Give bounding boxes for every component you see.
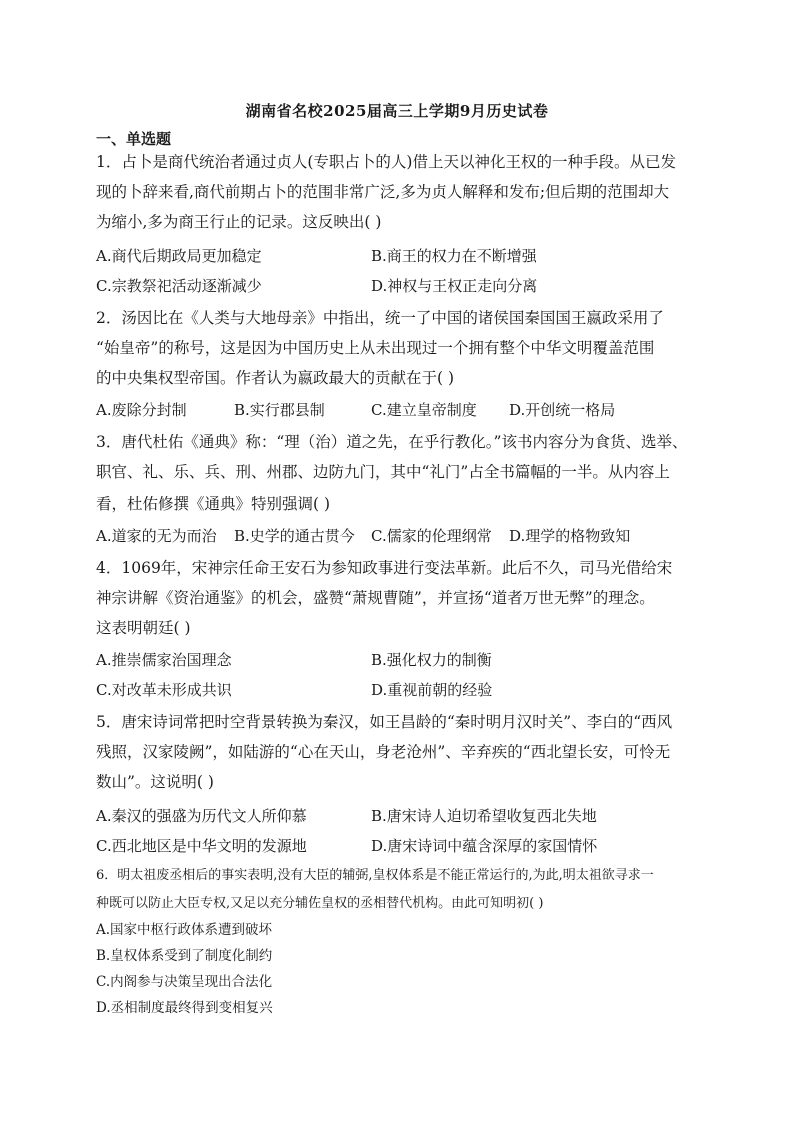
question-4-option-d[interactable]: D.重视前朝的经验 (371, 681, 493, 699)
question-2-line-2: “始皇帝”的称号，这是因为中国历史上从未出现过一个拥有整个中华文明覆盖范围 (96, 339, 655, 357)
question-2-option-b[interactable]: B.实行郡县制 (234, 401, 325, 419)
question-4-line-3: 这表明朝廷( ) (96, 619, 191, 637)
question-1-line-3: 为缩小,多为商王行止的记录。这反映出( ) (96, 213, 382, 231)
question-5-option-d[interactable]: D.唐宋诗词中蕴含深厚的家国情怀 (371, 837, 598, 855)
question-6-option-c[interactable]: C.内阁参与决策呈现出合法化 (96, 974, 273, 990)
question-4-line-2: 神宗讲解《资治通鉴》的机会，盛赞“萧规曹随”，并宣扬“道者万世无弊”的理念。 (96, 589, 655, 607)
question-3-option-c[interactable]: C.儒家的伦理纲常 (371, 527, 492, 545)
question-6-option-b[interactable]: B.皇权体系受到了制度化制约 (96, 948, 273, 964)
question-4-option-b[interactable]: B.强化权力的制衡 (371, 651, 492, 669)
question-1-line-2: 现的卜辞来看,商代前期占卜的范围非常广泛,多为贞人解释和发布;但后期的范围却大 (96, 183, 670, 201)
question-4-option-a[interactable]: A.推崇儒家治国理念 (96, 651, 232, 669)
question-5-option-a[interactable]: A.秦汉的强盛为历代文人所仰慕 (96, 807, 307, 825)
question-4-option-c[interactable]: C.对改革未形成共识 (96, 681, 232, 699)
question-1-line-1: 1．占卜是商代统治者通过贞人(专职占卜的人)借上天以神化王权的一种手段。从已发 (96, 153, 676, 171)
question-5-line-3: 数山”。这说明( ) (96, 773, 214, 791)
exam-title: 湖南省名校2025届高三上学期9月历史试卷 (245, 102, 549, 120)
question-3-option-d[interactable]: D.理学的格物致知 (509, 527, 631, 545)
question-3-option-b[interactable]: B.史学的通古贯今 (234, 527, 355, 545)
question-2-option-d[interactable]: D.开创统一格局 (509, 401, 616, 419)
question-5-option-b[interactable]: B.唐宋诗人迫切希望收复西北失地 (371, 807, 597, 825)
question-1-option-b[interactable]: B.商王的权力在不断增强 (371, 247, 537, 265)
question-2-line-3: 的中央集权型帝国。作者认为嬴政最大的贡献在于( ) (96, 369, 455, 387)
question-2-option-a[interactable]: A.废除分封制 (96, 401, 187, 419)
question-3-line-1: 3．唐代杜佑《通典》称：“理（治）道之先，在乎行教化。”该书内容分为食货、选举、 (96, 433, 688, 451)
question-3-line-2: 职官、礼、乐、兵、刑、州郡、边防九门，其中“礼门”占全书篇幅的一半。从内容上 (96, 463, 670, 481)
question-1-option-d[interactable]: D.神权与王权正走向分离 (371, 277, 538, 295)
question-6-option-d[interactable]: D.丞相制度最终得到变相复兴 (96, 1000, 273, 1016)
question-6-line-1: 6．明太祖废丞相后的事实表明,没有大臣的辅弼,皇权体系是不能正常运行的,为此,明太祖欲寻求一 (96, 868, 654, 883)
question-3-line-3: 看，杜佑修撰《通典》特别强调( ) (96, 495, 331, 513)
question-5-line-2: 残照，汉家陵阙”，如陆游的“心在天山，身老沧州”、辛弃疾的“西北望长安，可怜无 (96, 743, 671, 761)
question-6-line-2: 种既可以防止大臣专权,又足以充分辅佐皇权的丞相替代机构。由此可知明初( ) (96, 896, 544, 911)
question-2-line-1: 2．汤因比在《人类与大地母亲》中指出，统一了中国的诸侯国秦国国王嬴政采用了 (96, 309, 664, 327)
question-6-option-a[interactable]: A.国家中枢行政体系遭到破坏 (96, 922, 273, 938)
question-1-option-c[interactable]: C.宗教祭祀活动逐渐减少 (96, 277, 262, 295)
question-1-option-a[interactable]: A.商代后期政局更加稳定 (96, 247, 262, 265)
question-4-line-1: 4．1069年，宋神宗任命王安石为参知政事进行变法革新。此后不久，司马光借给宋 (96, 559, 673, 577)
question-5-option-c[interactable]: C.西北地区是中华文明的发源地 (96, 837, 307, 855)
question-5-line-1: 5．唐宋诗词常把时空背景转换为秦汉，如王昌龄的“秦时明月汉时关”、李白的“西风 (96, 713, 673, 731)
question-3-option-a[interactable]: A.道家的无为而治 (96, 527, 217, 545)
section-heading: 一、单选题 (96, 130, 172, 148)
question-2-option-c[interactable]: C.建立皇帝制度 (371, 401, 477, 419)
